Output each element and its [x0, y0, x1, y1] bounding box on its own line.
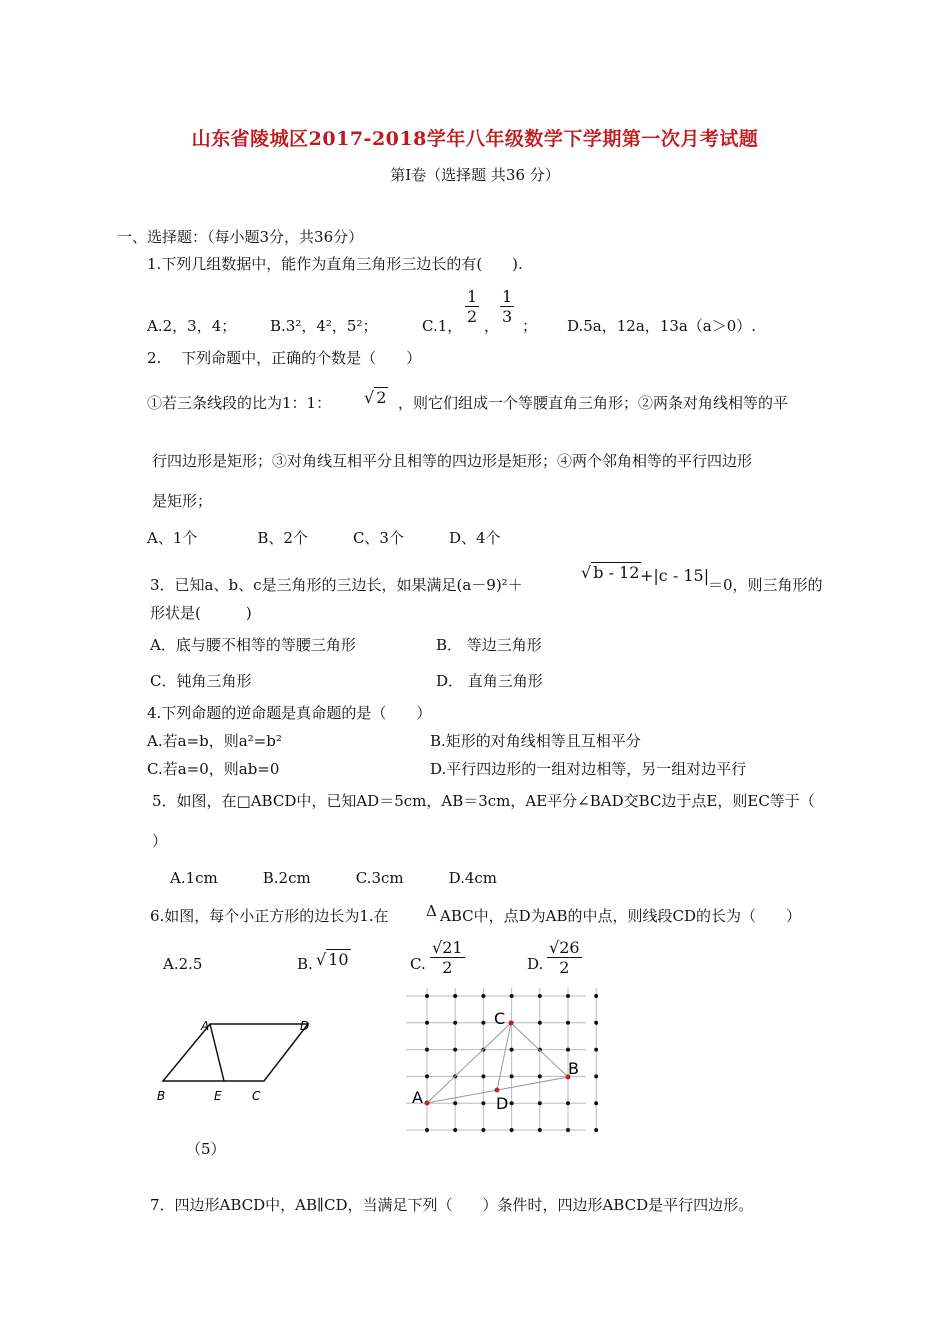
segment-cd [497, 1023, 511, 1090]
q1-option-b: B.3²，4²，5²； [270, 317, 378, 335]
q1-option-c-prefix: C.1， [422, 317, 463, 335]
grid-dot [453, 1048, 457, 1052]
q2-line1-suffix: ，则它们组成一个等腰直角三角形；②两条对角线相等的平 [398, 394, 789, 412]
grid-dot [510, 1048, 514, 1052]
parallelogram-abcd [163, 1024, 308, 1081]
radicand: b - 12 [593, 563, 640, 582]
grid-label-a: A [412, 1088, 423, 1107]
grid-dot [566, 1021, 570, 1025]
grid-dot [566, 1101, 570, 1105]
q5-options: A.1cm B.2cm C.3cm D.4cm [170, 869, 498, 887]
figure-5-caption: （5） [186, 1140, 226, 1158]
fraction-numerator: √26 [549, 938, 580, 957]
q4-option-c: C.若a=0，则ab=0 [147, 760, 280, 778]
fraction-denominator: 2 [559, 958, 570, 977]
q4-option-b: B.矩形的对角线相等且互相平分 [430, 732, 641, 750]
grid-dot [425, 1021, 429, 1025]
q2-stem: 2. 下列命题中，正确的个数是（ ） [147, 349, 422, 367]
point-a [425, 1101, 430, 1106]
radicand: 10 [328, 950, 349, 969]
grid-dot [566, 1048, 570, 1052]
fraction-numerator: 1 [502, 287, 513, 306]
grid-dot [538, 1128, 542, 1132]
page-title: 山东省陵城区2017-2018学年八年级数学下学期第一次月考试题 [191, 128, 759, 150]
grid-dot [566, 994, 570, 998]
q2-sqrt: √ 2 [364, 388, 387, 407]
grid-label-c: C [494, 1009, 506, 1028]
q1-fraction-half [465, 287, 479, 326]
grid-dot [481, 1074, 485, 1078]
q1-separator: ， [484, 317, 500, 335]
q1-stem: 1.下列几组数据中，能作为直角三角形三边长的有( ). [147, 255, 523, 273]
grid-dot [538, 1074, 542, 1078]
grid-dot [594, 1021, 598, 1025]
fraction-numerator: √21 [432, 938, 463, 957]
grid-dot [453, 1021, 457, 1025]
q2-line2: 行四边形是矩形；③对角线互相平分且相等的四边形是矩形；④两个邻角相等的平行四边形 [152, 452, 753, 470]
delta-symbol: Δ [426, 902, 437, 920]
fraction-denominator: 2 [467, 307, 478, 326]
q1-option-d: D.5a，12a，13a（a＞0）. [567, 317, 757, 335]
grid-dot [453, 1101, 457, 1105]
q6-option-b-label: B. [297, 955, 313, 973]
q6-option-c-fraction [430, 938, 465, 977]
q1-option-a: A.2，3，4； [147, 317, 237, 335]
q5-line1: 5．如图，在□ABCD中，已知AD＝5cm，AB＝3cm，AE平分∠BAD交BC边于点E，则EC等于（ [152, 792, 815, 810]
radicand: 26 [559, 938, 580, 957]
q5-line2: ） [152, 832, 168, 850]
q2-options: A、1个 B、2个 C、3个 D、4个 [147, 529, 501, 547]
grid-dot [594, 1128, 598, 1132]
grid-dot [594, 994, 598, 998]
grid-dot [594, 1048, 598, 1052]
grid-dot [453, 1128, 457, 1132]
grid-dot [481, 1101, 485, 1105]
grid-dot [510, 1128, 514, 1132]
section-heading: 一、选择题：（每小题3分，共36分） [117, 228, 364, 246]
q6-stem-suffix: ABC中，点D为AB的中点，则线段CD的长为（ ） [440, 907, 801, 925]
q3-option-c: C．钝角三角形 [150, 672, 252, 690]
grid-dot [425, 1128, 429, 1132]
grid-dot [594, 1101, 598, 1105]
label-e: E [214, 1089, 222, 1103]
fraction-denominator: 3 [502, 307, 513, 326]
q3-option-b: B． 等边三角形 [436, 636, 542, 654]
section-subtitle: 第Ⅰ卷（选择题 共36 分） [390, 166, 560, 184]
q6-option-c-label: C. [410, 955, 426, 973]
parallelogram-figure [148, 1012, 328, 1107]
grid-dot [510, 994, 514, 998]
q7-stem: 7．四边形ABCD中，AB∥CD，当满足下列（ ）条件时，四边形ABCD是平行四边形。 [150, 1196, 754, 1214]
radicand: 2 [376, 388, 387, 407]
q4-option-a: A.若a=b，则a²=b² [147, 732, 282, 750]
q1-option-c-suffix: ； [522, 317, 538, 335]
q6-option-d-label: D. [527, 955, 544, 973]
grid-figure [398, 988, 598, 1138]
q4-option-d: D.平行四边形的一组对边相等，另一组对边平行 [430, 760, 747, 778]
q1-fraction-third [500, 287, 514, 326]
grid-dot [538, 1021, 542, 1025]
grid-label-d: D [496, 1094, 509, 1113]
point-c [509, 1021, 514, 1026]
q3-line1-suffix: ＝0，则三角形的 [708, 576, 823, 594]
q3-option-a: A．底与腰不相等的等腰三角形 [150, 636, 356, 654]
label-c: C [252, 1089, 261, 1103]
q6-stem-prefix: 6.如图，每个小正方形的边长为1.在 [150, 907, 389, 925]
fraction-numerator: 1 [467, 287, 478, 306]
grid-dot [481, 1021, 485, 1025]
q3-line2: 形状是( ) [150, 604, 252, 622]
label-d: D [300, 1019, 310, 1033]
radicand: 21 [442, 938, 463, 957]
q2-line1-prefix: ①若三条线段的比为1：1： [147, 394, 332, 412]
grid-dot [481, 994, 485, 998]
q6-option-d-fraction [547, 938, 582, 977]
label-a: A [201, 1019, 210, 1033]
q6-option-b-sqrt: √ 10 [316, 950, 349, 969]
grid-dot [538, 994, 542, 998]
q3-sqrt: √ b - 12 [581, 563, 640, 582]
grid-label-b: B [568, 1059, 579, 1078]
q3-option-d: D． 直角三角形 [436, 672, 543, 690]
q2-line3: 是矩形； [152, 492, 213, 510]
grid-dot [510, 1101, 514, 1105]
grid-dot [425, 994, 429, 998]
q4-stem: 4.下列命题的逆命题是真命题的是（ ） [147, 704, 432, 722]
point-d [495, 1088, 500, 1093]
grid-dot [481, 1128, 485, 1132]
grid-dot [425, 1048, 429, 1052]
grid-dot [510, 1074, 514, 1078]
grid-dot [566, 1128, 570, 1132]
label-b: B [157, 1089, 166, 1103]
grid-dot [538, 1101, 542, 1105]
segment-ae [210, 1024, 224, 1081]
q6-option-a: A.2.5 [163, 955, 203, 973]
q3-abs: +|c - 15| [640, 566, 710, 585]
fraction-denominator: 2 [442, 958, 453, 977]
grid-dot [425, 1074, 429, 1078]
grid-dot [453, 994, 457, 998]
grid-dot [594, 1074, 598, 1078]
q3-line1-prefix: 3．已知a、b、c是三角形的三边长，如果满足(a－9)²＋ [150, 576, 523, 594]
